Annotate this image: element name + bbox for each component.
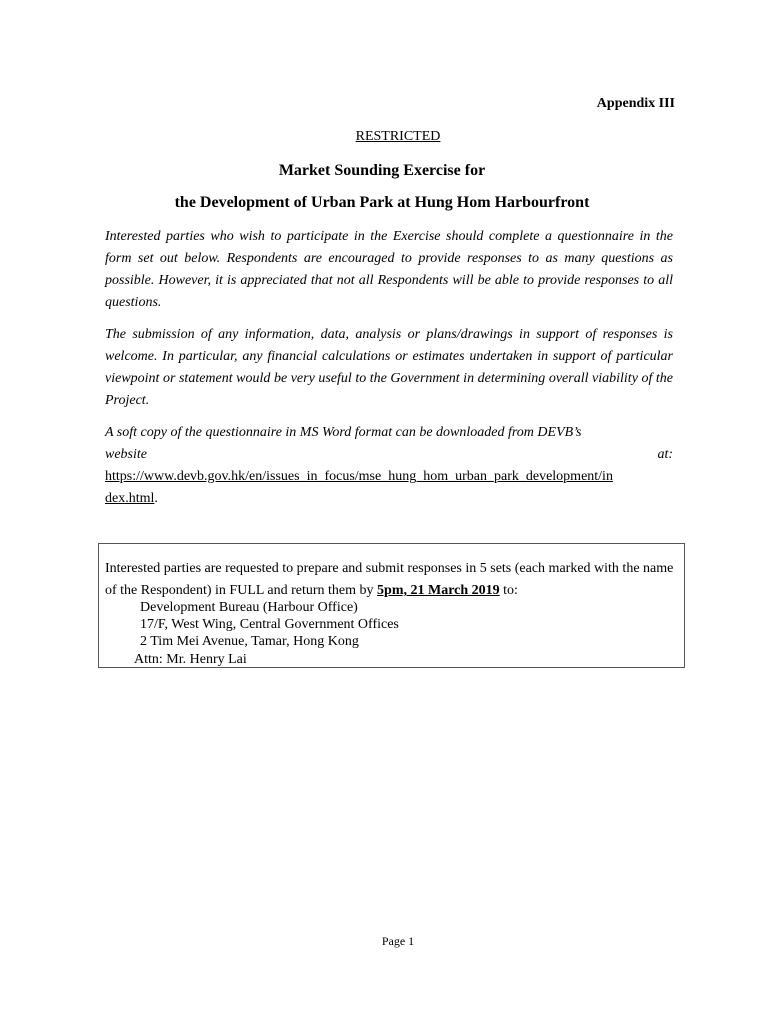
download-paragraph (105, 422, 673, 510)
download-intro-text: A soft copy of the questionnaire in MS Word format can be downloaded from DEVB’s (105, 425, 582, 440)
submission-instructions (105, 558, 681, 602)
instructions-text: Interested parties are requested to prepare and submit responses in 5 sets (each marked with the name of the Respondent) in FULL and return them by (105, 561, 674, 598)
document-title-line-2: the Development of Urban Park at Hung Hom Harbourfront (174, 194, 590, 211)
download-link-continued[interactable] (105, 488, 673, 510)
website-row (105, 444, 673, 466)
page-number: Page 1 (381, 934, 415, 948)
appendix-label: Appendix III (596, 96, 675, 111)
deadline-date: 5pm, 21 March 2019 (377, 583, 500, 598)
intro-paragraph: Interested parties who wish to participate in the Exercise should complete a questionnaire in the form set out below. Respondents are encouraged to provide responses to as many questions as possible. However, it is appreciated that not all Respondents will be able to provide responses to all questions. (105, 229, 673, 310)
download-link-line-2[interactable]: dex.html (105, 491, 155, 506)
document-title-line-1: Market Sounding Exercise for (278, 162, 486, 179)
address-line-1: Development Bureau (Harbour Office) (140, 600, 358, 615)
website-word: website (105, 447, 147, 462)
address-line-3: 2 Tim Mei Avenue, Tamar, Hong Kong (140, 634, 359, 649)
address-line-2: 17/F, West Wing, Central Government Offices (140, 617, 399, 632)
submission-notice-box (98, 543, 685, 668)
classification-label: RESTRICTED (355, 129, 441, 144)
download-link-period: . (154, 491, 158, 506)
attention-line: Attn: Mr. Henry Lai (134, 652, 247, 667)
download-link-line-1[interactable]: https://www.devb.gov.hk/en/issues_in_focus/mse_hung_hom_urban_park_development/in (105, 469, 613, 484)
submission-paragraph: The submission of any information, data, analysis or plans/drawings in support of responses is welcome. In particular, any financial calculations or estimates undertaken in support of particular viewpoint or statement would be very useful to the Government in determining overall viability of the Project. (105, 327, 673, 408)
instructions-suffix: to: (499, 583, 518, 598)
at-word: at: (657, 447, 673, 462)
download-link[interactable] (105, 466, 673, 488)
